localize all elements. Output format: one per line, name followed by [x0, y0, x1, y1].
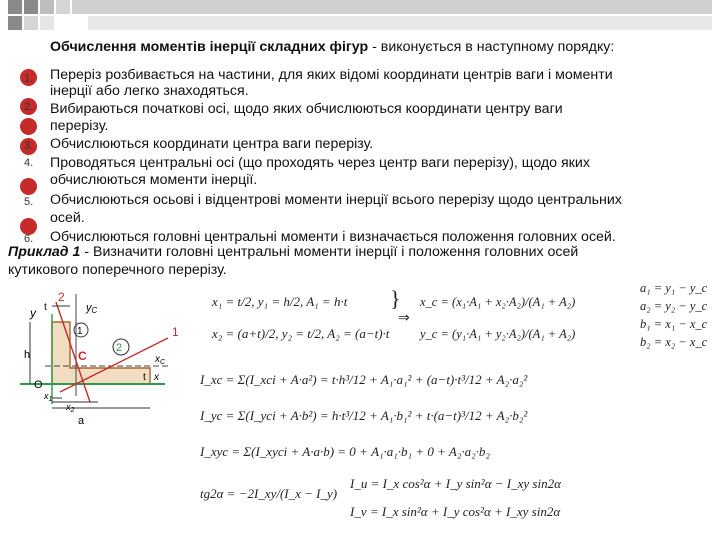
label-2-top: 2 — [58, 290, 65, 304]
step-5-line2: осей. — [50, 210, 85, 226]
label-xc — [154, 354, 166, 366]
example-line2: кутикового поперечного перерізу. — [8, 262, 227, 278]
formula-iv: I_v = I_x sin²α + I_y cos²α + I_xy sin2α — [350, 504, 561, 519]
step-5-number: 5. — [24, 196, 34, 208]
label-yc — [85, 302, 98, 315]
heading-rest: - виконується в наступному порядку: — [368, 39, 615, 55]
label-t-top: t — [44, 302, 47, 313]
heading — [50, 39, 614, 56]
label-x1-x: x — [44, 391, 49, 401]
step-4-line2: обчислюються моменти інерції. — [50, 172, 258, 188]
example-line1 — [8, 244, 578, 261]
label-a: a — [78, 415, 85, 427]
label-x2-x: x — [66, 402, 71, 412]
step-2-line1: Вибираються початкові осі, щодо яких обчислюються координати центру ваги — [50, 101, 563, 117]
formula-xc: x_c = (x₁·A₁ + x₂·A₂)/(A₁ + A₂) — [420, 295, 576, 309]
brace-symbol: } — [390, 286, 401, 311]
formula-a1: a₁ = y₁ − y_c — [640, 284, 708, 295]
heading-bold: Обчислення моментів інерції складних фігур — [50, 39, 369, 55]
formula-b1: b₁ = x₁ − x_c — [640, 317, 708, 331]
example-label: Приклад 1 — [8, 244, 81, 260]
formula-iyc: I_yc = Σ(I_yci + A·b²) = h·t³/12 + A₁·b₁² + t·(a−t)³/12 + A₂·b₂² — [200, 408, 528, 423]
label-t-right: t — [143, 372, 146, 383]
example-text: - Визначити головні центральні моменти інерції і положення головних осей — [80, 244, 579, 260]
header-decoration — [0, 0, 720, 40]
step-1-number: 1. — [24, 73, 34, 85]
label-xc-sub: C — [160, 359, 166, 366]
angle-section-figure — [0, 284, 200, 434]
formula-part2: x₂ = (a+t)/2, y₂ = t/2, A₂ = (a−t)·t — [212, 326, 390, 341]
label-o: O — [34, 379, 43, 391]
step-6-line1: Обчислюються головні центральні моменти і визначається положення головних осей. — [50, 229, 616, 245]
step-5-line1: Обчислюються осьові і відцентрові моменти інерції всього перерізу щодо центральних — [50, 192, 622, 208]
label-x1-sub: 1 — [48, 396, 53, 403]
label-x2 — [65, 402, 75, 414]
formula-ixc: I_xc = Σ(I_xci + A·a²) = t·h³/12 + A₁·a₁² + (a−t)·t³/12 + A₂·a₂² — [200, 372, 528, 387]
label-x1 — [43, 391, 53, 403]
formula-tg2a: tg2α = −2I_xy/(I_x − I_y) — [200, 486, 338, 501]
implies-symbol: ⇒ — [398, 311, 410, 326]
label-yc-sub: C — [91, 306, 98, 315]
label-xc-x: x — [155, 354, 160, 365]
step-1-line2: інерції або легко знаходяться. — [50, 83, 249, 99]
bullet-3 — [20, 118, 37, 135]
label-1-circle: 1 — [77, 326, 83, 337]
step-1-line1: Переріз розбивається на частини, для яких відомі координати центрів ваги і моменти — [50, 67, 613, 83]
step-3-line1: Обчислюються координати центра ваги перерізу. — [50, 136, 374, 152]
label-y: y — [30, 306, 36, 320]
step-2-line2: перерізу. — [50, 118, 109, 134]
step-2-number: 2. — [24, 101, 34, 113]
formula-yc: y_c = (y₁·A₁ + y₂·A₂)/(A₁ + A₂) — [420, 327, 576, 341]
step-3-number: 3. — [24, 140, 34, 152]
label-2-circle: 2 — [116, 342, 123, 354]
label-h: h — [24, 349, 31, 361]
label-1-right: 1 — [172, 325, 179, 339]
formula-iu: I_u = I_x cos²α + I_y sin²α − I_xy sin2α — [350, 476, 561, 491]
label-yc-y: y — [86, 302, 92, 314]
step-4-line1: Проводяться центральні осі (що проходять через центр ваги перерізу), щодо яких — [50, 155, 590, 171]
formula-part1: x₁ = t/2, y₁ = h/2, A₁ = h·t — [212, 294, 348, 309]
label-x2-sub: 2 — [70, 407, 75, 414]
bullet-5 — [20, 178, 37, 195]
formula-b2: b₂ = x₂ − x_c — [640, 335, 708, 349]
label-x: x — [154, 372, 159, 383]
formula-ixyc: I_xyc = Σ(I_xyci + A·a·b) = 0 + A₁·a₁·b₁ + 0 + A₂·a₂·b₂ — [200, 444, 490, 459]
step-6-number: 6. — [24, 233, 34, 245]
label-c: C — [78, 349, 87, 363]
formula-a2: a₂ = y₂ − y_c — [640, 299, 708, 313]
step-4-number: 4. — [24, 157, 34, 169]
formula-block — [200, 284, 720, 534]
